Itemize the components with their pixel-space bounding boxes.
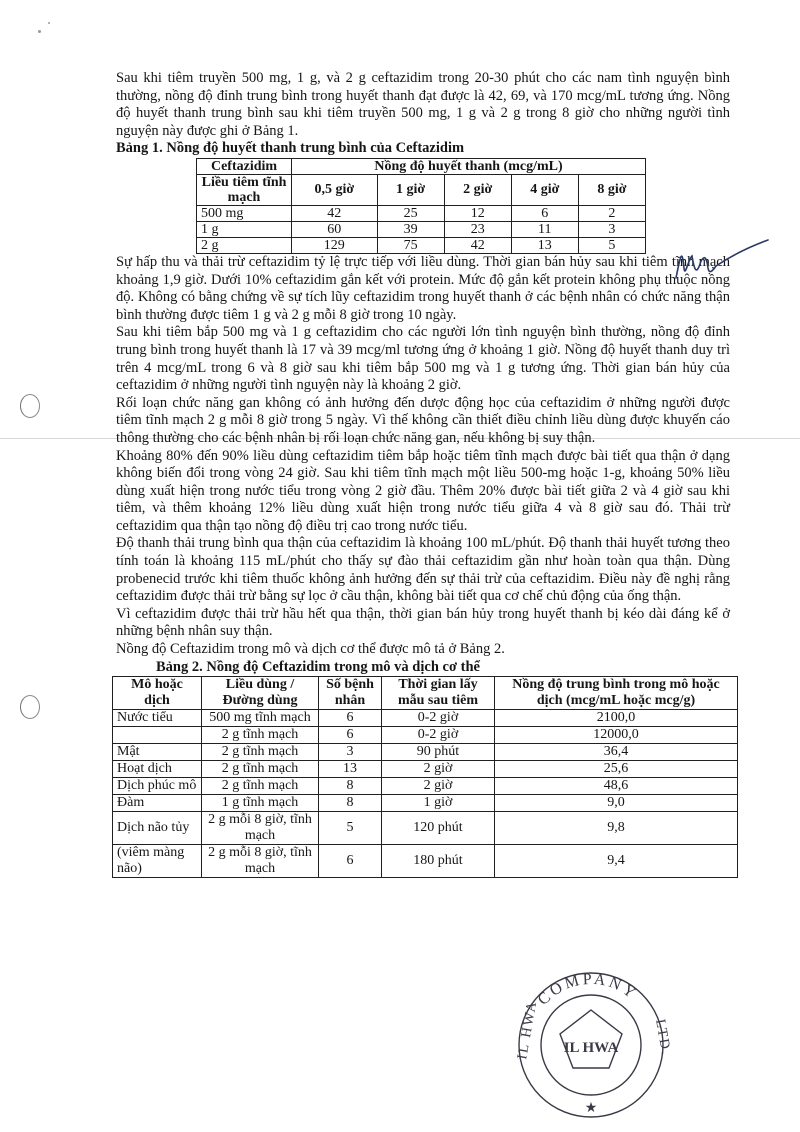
t2-cell: 9,0 [495, 795, 738, 812]
handwritten-signature [672, 238, 772, 286]
t2-header: Mô hoặc dịch [113, 677, 202, 710]
stamp-text-side: IL HWA [515, 998, 541, 1061]
t1-value: 42 [444, 237, 511, 253]
t1-header-group: Nồng độ huyết thanh (mcg/mL) [292, 158, 646, 174]
t1-value: 75 [377, 237, 444, 253]
t2-cell: 0-2 giờ [382, 710, 495, 727]
t2-cell: 2 g mỗi 8 giờ, tĩnh mạch [202, 812, 319, 845]
t1-header-time: 4 giờ [511, 174, 578, 205]
table2-tissue-concentration [112, 676, 738, 878]
t2-cell: 180 phút [382, 845, 495, 878]
t2-cell: Hoạt dịch [113, 761, 202, 778]
paragraph-table2-intro: Nồng độ Ceftazidim trong mô và dịch cơ thể được mô tả ở Bảng 2. [116, 641, 505, 658]
table-row [113, 710, 738, 727]
t1-header-time: 0,5 giờ [292, 174, 378, 205]
t2-cell: 3 [319, 744, 382, 761]
t1-dose: 500 mg [197, 205, 292, 221]
t2-cell: 2 giờ [382, 778, 495, 795]
table2-caption: Bảng 2. Nồng độ Ceftazidim trong mô và dịch cơ thể [156, 658, 480, 675]
table-row [197, 205, 646, 221]
t2-cell: 120 phút [382, 812, 495, 845]
t2-cell: Dịch phúc mô [113, 778, 202, 795]
t1-dose: 2 g [197, 237, 292, 253]
t2-cell: 6 [319, 710, 382, 727]
t1-value: 39 [377, 221, 444, 237]
paragraph-excretion: Khoảng 80% đến 90% liều dùng ceftazidim tiêm bắp hoặc tiêm tĩnh mạch được bài tiết qua thận ở dạng không biến đổi trong vòng 24 giờ. Sau khi tiêm tĩnh mạch một liều 500-mg hoặc 1-g, khoảng 50% liều dùng xuất hiện trong nước tiểu trong vòng 2 giờ đầu. Thêm 20% được bài tiết giữa 2 và 4 giờ sau khi tiêm, và thêm khoảng 12% liều dùng xuất hiện trong nước tiểu giữa 4 và 8 giờ sau đó. Thải trừ ceftazidim qua thận tạo nồng độ điều trị cao trong nước tiểu. [116, 447, 730, 534]
t1-value: 25 [377, 205, 444, 221]
t1-header-time: 8 giờ [578, 174, 645, 205]
t1-header-drug: Ceftazidim [197, 158, 292, 174]
t1-value: 129 [292, 237, 378, 253]
t2-cell: 2 giờ [382, 761, 495, 778]
table-row [113, 761, 738, 778]
table-row [113, 812, 738, 845]
table-row [113, 727, 738, 744]
company-seal-stamp [506, 960, 676, 1130]
t2-cell: 48,6 [495, 778, 738, 795]
paragraph-hepatic: Rối loạn chức năng gan không có ảnh hưởng đến dược động học của ceftazidim ở những người được tiêm tĩnh mạch 2 g mỗi 8 giờ trong 5 ngày. Vì thế không cần thiết điều chỉnh liều dùng được khuyến cáo thông thường cho các bệnh nhân bị rối loạn chức năng gan, nếu không bị suy thận. [116, 394, 730, 446]
t2-cell: 13 [319, 761, 382, 778]
t2-cell: 2 g tĩnh mạch [202, 761, 319, 778]
table1-serum-concentration [196, 158, 646, 254]
t2-cell: 1 giờ [382, 795, 495, 812]
t2-cell: 2100,0 [495, 710, 738, 727]
t2-cell: Dịch não tủy [113, 812, 202, 845]
punch-hole-upper [20, 394, 40, 418]
table-row [197, 221, 646, 237]
table-row [113, 795, 738, 812]
punch-hole-lower [20, 695, 40, 719]
t2-cell: 2 g tĩnh mạch [202, 727, 319, 744]
t2-cell: 9,8 [495, 812, 738, 845]
t2-cell: 2 g tĩnh mạch [202, 744, 319, 761]
t1-dose: 1 g [197, 221, 292, 237]
t2-cell: (viêm màng não) [113, 845, 202, 878]
t2-cell: 6 [319, 845, 382, 878]
t1-header-dose: Liều tiêm tĩnh mạch [197, 174, 292, 205]
svg-text:COMPANY [535, 971, 641, 1009]
t1-value: 23 [444, 221, 511, 237]
t2-cell: 6 [319, 727, 382, 744]
paragraph-absorption: Sự hấp thu và thải trừ ceftazidim tỷ lệ trực tiếp với liều dùng. Thời gian bán hủy sau khi tiêm tĩnh mạch khoảng 1,9 giờ. Dưới 10% ceftazidim gắn kết với protein. Mức độ gắn kết protein không phụ thuộc nồng độ. Không có bằng chứng về sự tích lũy ceftazidim trong huyết thanh ở các bệnh nhân có chức năng thận bình thường được tiêm 1 g và 2 g mỗi 8 giờ trong 10 ngày. [116, 253, 730, 323]
t2-cell: Nước tiểu [113, 710, 202, 727]
stamp-star-icon: ★ [584, 1100, 598, 1116]
t1-header-time: 2 giờ [444, 174, 511, 205]
scan-speck [38, 30, 41, 33]
t2-cell: Đàm [113, 795, 202, 812]
t2-header: Liều dùng /Đường dùng [202, 677, 319, 710]
stamp-text-top: COMPANY [534, 970, 641, 1009]
t2-cell: Mật [113, 744, 202, 761]
stamp-text-suffix: LTD. [652, 1018, 674, 1058]
t2-header: Số bệnh nhân [319, 677, 382, 710]
t1-header-time: 1 giờ [377, 174, 444, 205]
t2-cell: 12000,0 [495, 727, 738, 744]
paragraph-intramuscular: Sau khi tiêm bắp 500 mg và 1 g ceftazidim cho các người lớn tình nguyện bình thường, nồng độ đỉnh trung bình trong huyết thanh là 17 và 39 mcg/ml tương ứng ở khoảng 1 giờ. Nồng độ huyết thanh duy trì trên 4 mcg/mL trong 6 và 8 giờ sau khi tiêm bắp 500 mg và 1 g tương ứng. Thời gian bán hủy của ceftazidim ở những người tình nguyện này là khoảng 2 giờ. [116, 324, 730, 394]
t2-cell: 2 g mỗi 8 giờ, tĩnh mạch [202, 845, 319, 878]
t2-cell: 25,6 [495, 761, 738, 778]
t1-value: 2 [578, 205, 645, 221]
t1-value: 11 [511, 221, 578, 237]
t2-cell: 500 mg tĩnh mạch [202, 710, 319, 727]
t1-value: 60 [292, 221, 378, 237]
t2-cell: 90 phút [382, 744, 495, 761]
t2-header: Thời gian lấy mẫu sau tiêm [382, 677, 495, 710]
table-row [197, 237, 646, 253]
t1-value: 3 [578, 221, 645, 237]
t1-value: 5 [578, 237, 645, 253]
t2-cell: 9,4 [495, 845, 738, 878]
table-row [113, 744, 738, 761]
scan-speck [48, 22, 50, 24]
document-body [116, 70, 730, 878]
paragraph-clearance: Độ thanh thải trung bình qua thận của ceftazidim là khoảng 100 mL/phút. Độ thanh thải huyết tương theo tính toán là khoảng 115 mL/phút cho thấy sự đào thải ceftazidim gần như hoàn toàn qua thận. Dùng probenecid trước khi tiêm thuốc không ảnh hưởng đến sự thải trừ của ceftazidim. Điều này đề nghị rằng ceftazidim được thải trừ bằng sự lọc ở cầu thận, không bài tiết qua cơ chế chủ động của ống thận. [116, 535, 730, 605]
table-row [113, 845, 738, 878]
t1-value: 42 [292, 205, 378, 221]
t2-cell: 36,4 [495, 744, 738, 761]
table1-caption: Bảng 1. Nồng độ huyết thanh trung bình của Ceftazidim [116, 140, 465, 157]
t1-value: 6 [511, 205, 578, 221]
t2-cell: 5 [319, 812, 382, 845]
table-row [113, 778, 738, 795]
t1-value: 13 [511, 237, 578, 253]
t2-cell: 2 g tĩnh mạch [202, 778, 319, 795]
intro-paragraph: Sau khi tiêm truyền 500 mg, 1 g, và 2 g ceftazidim trong 20-30 phút cho các nam tình nguyện bình thường, nồng độ đỉnh trung bình trong huyết thanh đạt được là 42, 69, và 170 mcg/mL tương ứng. Nồng độ huyết thanh trung bình sau khi tiêm truyền 500 mg, 1 g và 2 g trong 8 giờ cho những người tình nguyện này được ghi ở Bảng 1. [116, 70, 730, 139]
t2-header: Nồng độ trung bình trong mô hoặc dịch (mcg/mL hoặc mcg/g) [495, 677, 738, 710]
paragraph-renal-impairment: Vì ceftazidim được thải trừ hầu hết qua thận, thời gian bán hủy trong huyết thanh bị kéo dài đáng kể ở những bệnh nhân suy thận. [116, 605, 730, 640]
t2-cell [113, 727, 202, 744]
t2-cell: 0-2 giờ [382, 727, 495, 744]
stamp-text-center: IL HWA [563, 1040, 619, 1056]
t2-cell: 1 g tĩnh mạch [202, 795, 319, 812]
t1-value: 12 [444, 205, 511, 221]
t2-cell: 8 [319, 778, 382, 795]
t2-cell: 8 [319, 795, 382, 812]
